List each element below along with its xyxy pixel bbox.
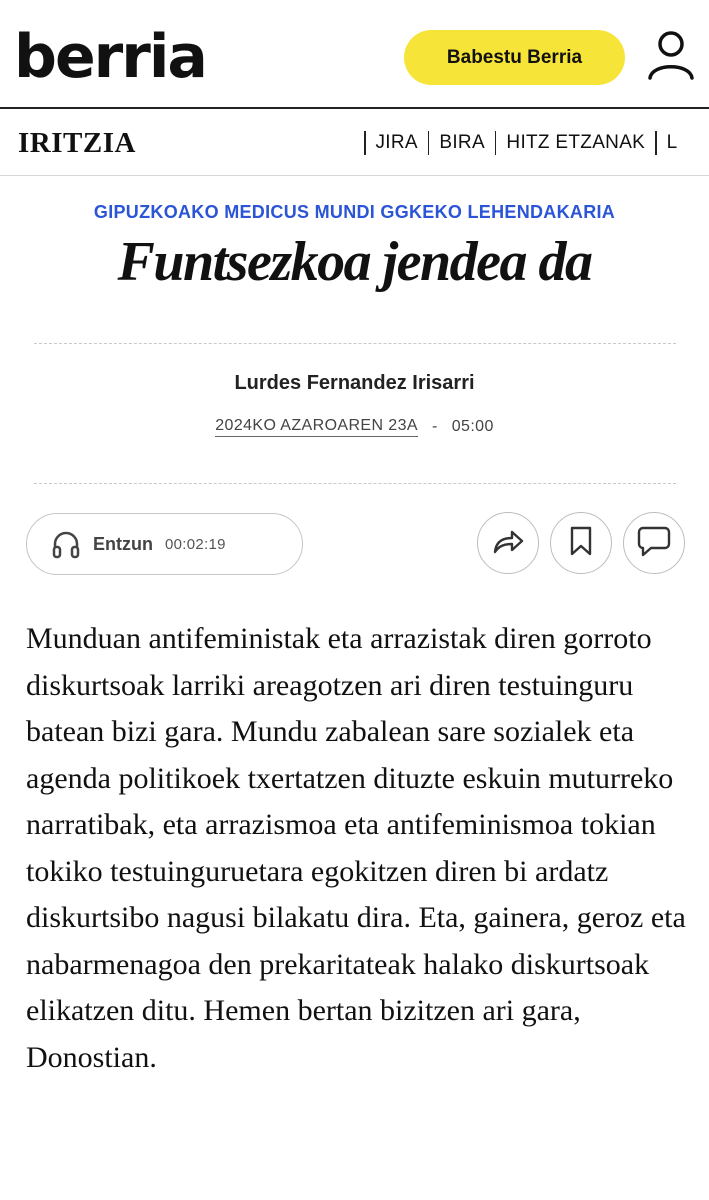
- share-icon: [491, 526, 525, 561]
- support-berria-button[interactable]: Babestu Berria: [404, 30, 625, 85]
- section-nav: [0, 109, 709, 175]
- section-title[interactable]: IRITZIA: [18, 127, 136, 159]
- dashed-divider: [34, 483, 676, 484]
- listen-button[interactable]: [26, 513, 303, 575]
- article-author[interactable]: Lurdes Fernandez Irisarri: [234, 372, 475, 394]
- article-dateline: [0, 417, 709, 437]
- section-links: [354, 131, 678, 155]
- bookmark-icon: [568, 525, 594, 562]
- bookmark-button[interactable]: [550, 512, 612, 574]
- nav-link-truncated[interactable]: L: [666, 132, 678, 153]
- headphones-icon: [49, 527, 83, 561]
- top-bar: [0, 0, 709, 108]
- share-button[interactable]: [477, 512, 539, 574]
- nav-separator: [428, 131, 430, 155]
- article-date: 2024KO AZAROAREN 23A: [215, 417, 418, 437]
- article-title: Funtsezkoa jendea da: [117, 231, 592, 293]
- nav-link-jira[interactable]: JIRA: [375, 132, 418, 153]
- listen-label: Entzun: [93, 533, 153, 554]
- dashed-divider: [34, 343, 676, 344]
- nav-separator: [495, 131, 497, 155]
- nav-link-bira[interactable]: BIRA: [439, 132, 485, 153]
- article-time: 05:00: [451, 418, 494, 435]
- nav-separator: [364, 131, 366, 155]
- nav-separator: [655, 131, 657, 155]
- comment-button[interactable]: [623, 512, 685, 574]
- article-kicker: GIPUZKOAKO MEDICUS MUNDI GGKEKO LEHENDAKARIA: [93, 202, 616, 222]
- section-divider: [0, 175, 709, 176]
- user-icon[interactable]: [646, 30, 696, 82]
- berria-logo[interactable]: berria: [14, 22, 206, 92]
- date-separator: -: [431, 418, 438, 435]
- audio-duration: 00:02:19: [165, 535, 226, 553]
- article-body: Munduan antifeministak eta arrazistak diren gorroto diskurtsoak larriki areagotzen ari diren testuinguru batean bizi gara. Mundu zabalean sare sozialek eta agenda politikoek txertatzen dituzte eskuin muturreko narratibak, eta arrazismoa eta antifeminismoa tokian tokiko testuinguruetara egokitzen diren bi ardatz diskurtsibo nagusi bilakatu dira. Eta, gainera, geroz eta nabarmenagoa den prekaritateak halako diskurtsoak elikatzen ditu. Hemen bertan bizitzen ari gara, Donostian.: [26, 622, 686, 1074]
- comment-icon: [637, 525, 671, 562]
- nav-link-hitz-etzanak[interactable]: HITZ ETZANAK: [506, 132, 646, 153]
